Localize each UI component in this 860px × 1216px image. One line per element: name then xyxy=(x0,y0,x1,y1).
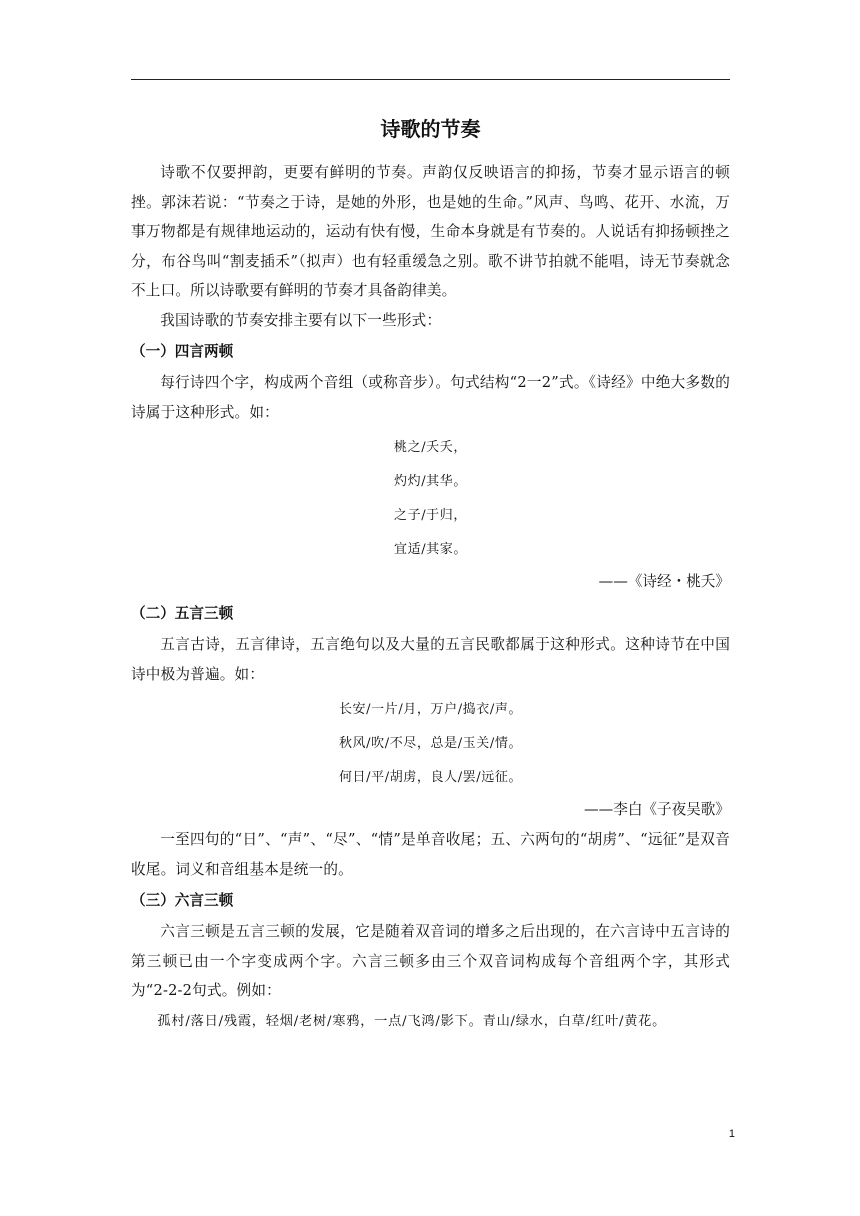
section-3-example: 孤村/落日/残霞，轻烟/老树/寒鸦，一点/飞鸿/影下。青山/绿水，白草/红叶/黄花。 xyxy=(157,1013,667,1029)
intro-paragraph-1: 诗歌不仅要押韵，更要有鲜明的节奏。声韵仅反映语言的抑扬，节奏才显示语言的顿挫。郭沫若说：“节奏之于诗，是她的外形，也是她的生命。”风声、鸟鸣、花开、水流，万事万物都是有规律地运动的，运动有快有慢，生命本身就是有节奏的。人说话有抑扬顿挫之分，布谷鸟叫“割麦插禾”（拟声）也有轻重缓急之别。歌不讲节拍就不能唱，诗无节奏就念不上口。所以诗歌要有鲜明的节奏才具备韵律美。 xyxy=(131,164,730,299)
poem-line: 之子/于归， xyxy=(394,508,467,523)
poem-line: 秋风/吹/不尽，总是/玉关/情。 xyxy=(338,736,523,751)
section-2-note: 一至四句的“日”、“声”、“尽”、“情”是单音收尾；五、六两句的“胡虏”、“远征”是双音收尾。词义和音组基本是统一的。 xyxy=(131,831,730,878)
poem-line: 宜适/其家。 xyxy=(394,542,467,557)
intro-paragraph-2: 我国诗歌的节奏安排主要有以下一些形式： xyxy=(160,311,442,329)
poem-taoyao xyxy=(131,431,730,567)
header-rule xyxy=(131,79,730,80)
section-heading-3: （三）六言三顿 xyxy=(131,892,234,909)
section-2-text: 五言古诗，五言律诗，五言绝句以及大量的五言民歌都属于这种形式。这种诗节在中国诗中极为普遍。如： xyxy=(131,636,730,683)
poem-ziye-wuge xyxy=(131,693,730,795)
document-body xyxy=(131,100,730,1038)
section-3-text: 六言三顿是五言三顿的发展，它是随着双音词的增多之后出现的，在六言诗中五言诗的第三顿已由一个字变成两个字。六言三顿多由三个双音词构成每个音组两个字，其形式为“2-2-2句式。例如： xyxy=(131,923,730,999)
section-heading-2: （二）五言三顿 xyxy=(131,605,234,622)
poem-source: ——《诗经・桃夭》 xyxy=(598,573,730,590)
poem-line: 何日/平/胡虏，良人/罢/远征。 xyxy=(338,770,523,785)
page-number: 1 xyxy=(728,1128,735,1140)
page-title: 诗歌的节奏 xyxy=(380,117,481,141)
poem-line: 桃之/夭夭， xyxy=(394,440,467,455)
poem-line: 长安/一片/月，万户/捣衣/声。 xyxy=(338,702,523,717)
poem-line: 灼灼/其华。 xyxy=(394,474,467,489)
section-heading-1: （一）四言两顿 xyxy=(131,343,234,360)
poem-source: ——李白《子夜吴歌》 xyxy=(584,801,730,818)
section-1-text: 每行诗四个字，构成两个音组（或称音步）。句式结构“2一2”式。《诗经》中绝大多数的诗属于这种形式。如： xyxy=(131,374,730,421)
